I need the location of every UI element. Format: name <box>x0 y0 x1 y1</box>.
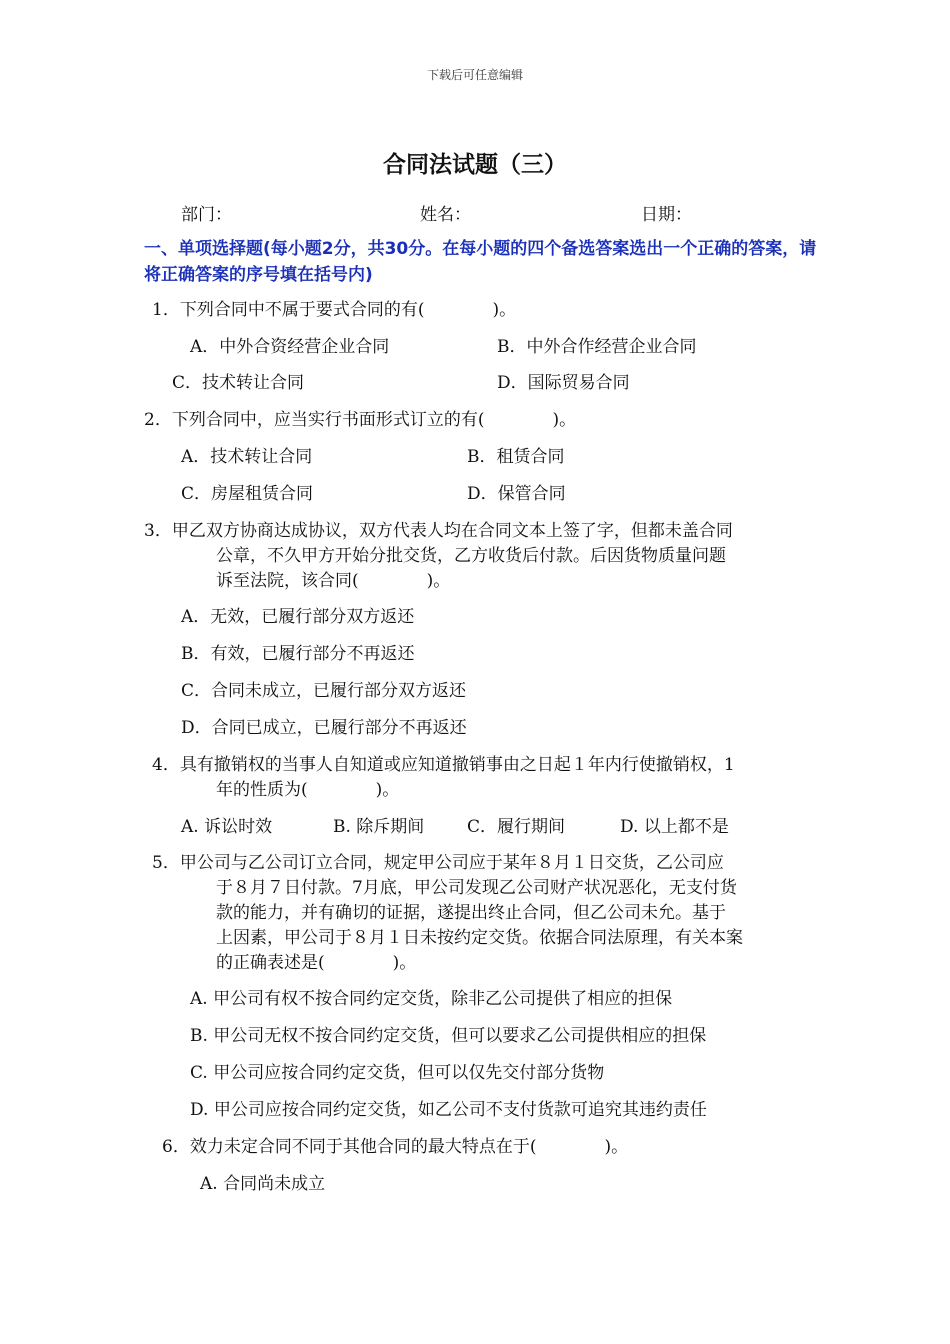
dept-field-label: 部门： <box>181 205 232 225</box>
question-5-line-4: 上因素，甲公司于８月１日未按约定交货。依据合同法原理，有关本案 <box>216 928 743 948</box>
page-header-note: 下载后可任意编辑 <box>426 68 523 82</box>
q3-option-d: D．合同已成立，已履行部分不再返还 <box>181 718 467 738</box>
q3-option-a: A．无效，已履行部分双方返还 <box>181 607 415 627</box>
question-3-line-2: 公章，不久甲方开始分批交货，乙方收货后付款。后因货物质量问题 <box>216 546 726 566</box>
q4-option-d: D. 以上都不是 <box>620 817 729 837</box>
q6-option-a: A. 合同尚未成立 <box>200 1174 326 1194</box>
name-field-label: 姓名： <box>420 205 471 225</box>
q2-option-b: B．租赁合同 <box>467 447 565 467</box>
q3-option-b: B．有效，已履行部分不再返还 <box>181 644 415 664</box>
question-5-line-5: 的正确表述是( )。 <box>216 953 417 973</box>
question-5-line-2: 于８月７日付款。7月底，甲公司发现乙公司财产状况恶化，无支付货 <box>216 878 737 898</box>
q4-option-c: C．履行期间 <box>467 817 566 837</box>
q5-option-a: A. 甲公司有权不按合同约定交货，除非乙公司提供了相应的担保 <box>190 989 673 1009</box>
q2-option-d: D．保管合同 <box>467 484 566 504</box>
question-6: 6．效力未定合同不同于其他合同的最大特点在于( )。 <box>162 1137 629 1157</box>
q3-option-c: C．合同未成立，已履行部分双方返还 <box>181 681 467 701</box>
question-3-line-1: 3．甲乙双方协商达成协议，双方代表人均在合同文本上签了字，但都未盖合同 <box>144 521 733 541</box>
q5-option-c: C. 甲公司应按合同约定交货，但可以仅先交付部分货物 <box>190 1063 605 1083</box>
question-5-line-3: 款的能力，并有确切的证据，遂提出终止合同，但乙公司未允。基于 <box>216 903 726 923</box>
date-field-label: 日期： <box>641 205 692 225</box>
q4-option-a: A. 诉讼时效 <box>181 817 273 837</box>
question-4-line-1: 4．具有撤销权的当事人自知道或应知道撤销事由之日起１年内行使撤销权，1 <box>152 755 735 775</box>
q5-option-b: B. 甲公司无权不按合同约定交货，但可以要求乙公司提供相应的担保 <box>190 1026 707 1046</box>
q1-option-d: D．国际贸易合同 <box>497 373 630 393</box>
question-5-line-1: 5．甲公司与乙公司订立合同，规定甲公司应于某年８月１日交货，乙公司应 <box>152 853 724 873</box>
question-1: 1．下列合同中不属于要式合同的有( )。 <box>152 300 517 320</box>
question-3-line-3: 诉至法院，该合同( )。 <box>216 571 451 591</box>
q5-option-d: D. 甲公司应按合同约定交货，如乙公司不支付货款可追究其违约责任 <box>190 1100 707 1120</box>
document-title: 合同法试题（三） <box>383 152 567 178</box>
q1-option-b: B．中外合作经营企业合同 <box>497 337 697 357</box>
q1-option-c: C．技术转让合同 <box>172 373 305 393</box>
q2-option-a: A．技术转让合同 <box>181 447 313 467</box>
q2-option-c: C．房屋租赁合同 <box>181 484 314 504</box>
q1-option-a: A．中外合资经营企业合同 <box>190 337 390 357</box>
section-heading-single-choice: 一、单项选择题(每小题2分，共30分。在每小题的四个备选答案选出一个正确的答案，请将正确答案的序号填在括号内) <box>144 239 817 285</box>
q4-option-b: B. 除斥期间 <box>333 817 425 837</box>
question-2: 2．下列合同中，应当实行书面形式订立的有( )。 <box>144 410 577 430</box>
question-4-line-2: 年的性质为( )。 <box>216 780 400 800</box>
